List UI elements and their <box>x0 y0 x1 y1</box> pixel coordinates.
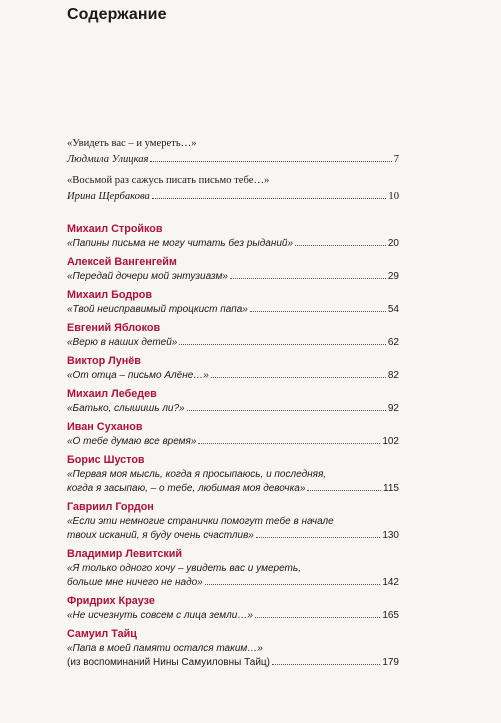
dot-leader <box>150 161 391 162</box>
toc-row <box>67 482 399 496</box>
entry-author: Михаил Бодров <box>67 289 153 301</box>
toc-entry[interactable] <box>67 500 399 543</box>
entry-author: Гавриил Гордон <box>67 501 154 513</box>
toc-row <box>67 369 399 383</box>
entry-title-line: «Передай дочери мой энтузиазм» <box>67 271 228 282</box>
dot-leader <box>179 344 386 345</box>
dot-leader <box>198 443 380 444</box>
toc-row <box>67 237 399 251</box>
toc-entry[interactable] <box>67 288 399 317</box>
entry-title-line: «Папины письма не могу читать без рыданий» <box>67 238 294 249</box>
intro-author: Людмила Улицкая <box>67 154 149 165</box>
page-number: 102 <box>382 436 399 447</box>
entry-title-line: «Первая моя мысль, когда я просыпаюсь, и последняя, <box>67 469 327 480</box>
page-number: 179 <box>382 657 399 668</box>
page-title: Содержание <box>67 6 167 23</box>
page-number: 10 <box>388 191 399 202</box>
entry-title-line: «Не исчезнуть совсем с лица земли…» <box>67 610 253 621</box>
entry-title-line: «От отца – письмо Алёне…» <box>67 370 209 381</box>
page-number: 82 <box>387 370 399 381</box>
entry-title-line: «О тебе думаю все время» <box>67 436 197 447</box>
entry-title-line: «Если эти немногие странички помогут тебе в начале <box>67 516 334 527</box>
toc-entry[interactable] <box>67 547 399 590</box>
toc-row <box>67 336 399 350</box>
entry-author: Алексей Вангенгейм <box>67 256 177 268</box>
toc-entry[interactable] <box>67 255 399 284</box>
toc-row <box>67 609 399 623</box>
page-number: 29 <box>387 271 399 282</box>
page-number: 54 <box>387 304 399 315</box>
toc-entry[interactable] <box>67 627 399 670</box>
intro-title: «Увидеть вас – и умереть…» <box>67 138 197 149</box>
entry-author: Евгений Яблоков <box>67 322 161 334</box>
page-number: 62 <box>387 337 399 348</box>
dot-leader <box>187 410 386 411</box>
entry-author: Фридрих Краузе <box>67 595 155 607</box>
page-number: 7 <box>393 154 399 165</box>
dot-leader <box>256 537 380 538</box>
entry-title-line: «Батько, слышишь ли?» <box>67 403 185 414</box>
entry-author: Самуил Тайц <box>67 628 137 640</box>
toc-row <box>67 270 399 284</box>
dot-leader <box>205 584 381 585</box>
page-number: 115 <box>383 483 399 494</box>
dot-leader <box>295 245 386 246</box>
entry-title-line: «Я только одного хочу – увидеть вас и умереть, <box>67 563 301 574</box>
entry-title-line: «Твой неисправимый троцкист папа» <box>67 304 248 315</box>
toc-entry[interactable] <box>67 594 399 623</box>
toc-row[interactable] <box>67 189 399 205</box>
dot-leader <box>250 311 386 312</box>
entry-author: Борис Шустов <box>67 454 145 466</box>
toc-row[interactable] <box>67 152 399 168</box>
toc-entry[interactable] <box>67 354 399 383</box>
page-number: 20 <box>387 238 399 249</box>
entry-title-line: «Верю в наших детей» <box>67 337 178 348</box>
toc-row <box>67 402 399 416</box>
intro-title: «Восьмой раз сажусь писать письмо тебе…» <box>67 175 270 186</box>
dot-leader <box>255 617 380 618</box>
entry-author: Михаил Лебедев <box>67 388 157 400</box>
entry-author: Иван Суханов <box>67 421 143 433</box>
entry-title-line: больше мне ничего не надо» <box>67 577 203 588</box>
entry-author: Владимир Левитский <box>67 548 183 560</box>
intro-author: Ирина Щербакова <box>67 191 150 202</box>
toc-entry[interactable] <box>67 453 399 496</box>
toc-row <box>67 303 399 317</box>
intro-section <box>67 136 399 205</box>
entry-title-line: когда я засыпаю, – о тебе, любимая моя девочка» <box>67 483 306 494</box>
page-number: 165 <box>382 610 399 621</box>
toc-entry[interactable] <box>67 387 399 416</box>
page-number: 142 <box>382 577 399 588</box>
entry-author: Виктор Лунёв <box>67 355 141 367</box>
entry-title-line: (из воспоминаний Нины Самуиловны Тайц) <box>67 657 270 668</box>
toc-entry[interactable] <box>67 420 399 449</box>
toc-row <box>67 435 399 449</box>
toc-list <box>67 222 399 674</box>
entry-author: Михаил Стройков <box>67 223 163 235</box>
dot-leader <box>230 278 386 279</box>
entry-title-line: твоих исканий, я буду очень счастлив» <box>67 530 254 541</box>
toc-entry[interactable] <box>67 222 399 251</box>
toc-row <box>67 576 399 590</box>
toc-row <box>67 656 399 670</box>
page-number: 130 <box>382 530 399 541</box>
page-number: 92 <box>387 403 399 414</box>
dot-leader <box>272 664 380 665</box>
dot-leader <box>211 377 386 378</box>
dot-leader <box>152 198 387 199</box>
entry-title-line: «Папа в моей памяти остался таким…» <box>67 643 263 654</box>
toc-entry[interactable] <box>67 321 399 350</box>
toc-row <box>67 529 399 543</box>
dot-leader <box>307 490 381 491</box>
